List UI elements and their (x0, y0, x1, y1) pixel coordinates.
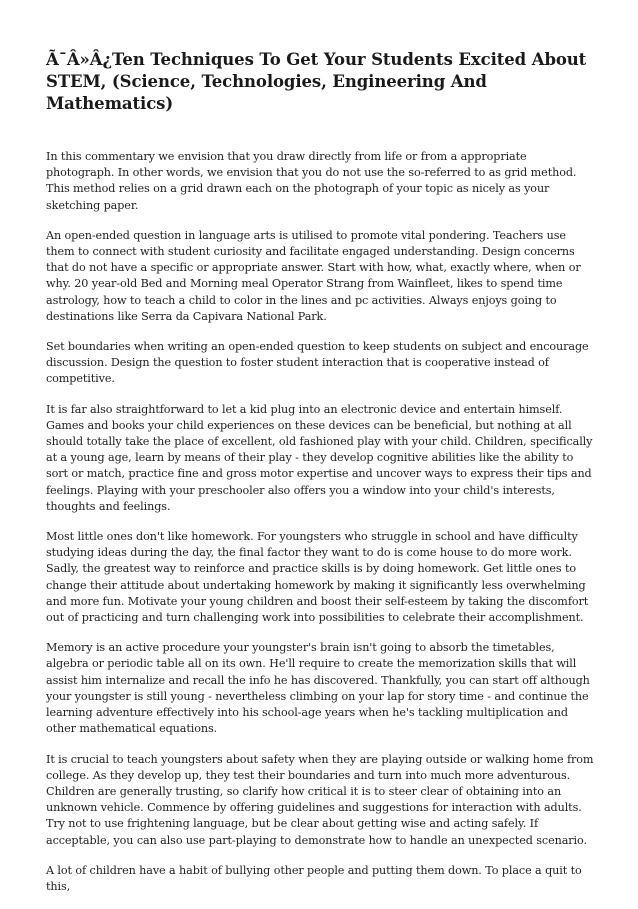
document-page (46, 49, 594, 909)
paragraph-2: An open-ended question in language arts is utilised to promote vital pondering. Teachers use them to connect with student curiosity and facilitate engaged understanding. Design concerns that do not have a specific or appropriate answer. Start with how, what, exactly where, when or why. 20 year-old Bed and Morning meal Operator Strang from Wainfleet, likes to spend time astrology, how to teach a child to color in the lines and pc activities. Always enjoys going to destinations like Serra da Capivara National Park. (46, 228, 581, 323)
paragraph-7: It is crucial to teach youngsters about safety when they are playing outside or walking home from college. As they develop up, they test their boundaries and turn into much more adventurous. Children are generally trusting, so clarify how critical it is to steer clear of obtaining into an unknown vehicle. Commence by offering guidelines and suggestions for interaction with adults. Try not to use frightening language, but be clear about getting wise and acting safely. If acceptable, you can also use part-playing to demonstrate how to handle an unexpected scenario. (46, 752, 594, 847)
document-title: Ã¯Â»Â¿Ten Techniques To Get Your Students Excited About STEM, (Science, Technologies, Engineering And Mathematics) (46, 50, 587, 113)
paragraph-1: In this commentary we envision that you draw directly from life or from a appropriate photograph. In other words, we envision that you do not use the so-referred to as grid method. This method relies on a grid drawn each on the photograph of your topic as nicely as your sketching paper. (46, 150, 577, 212)
paragraph-8: A lot of children have a habit of bullying other people and putting them down. To place a quit to this, (46, 863, 582, 893)
paragraph-6: Memory is an active procedure your youngster's brain isn't going to absorb the timetables, algebra or periodic table all on its own. He'll require to create the memorization skills that will assist him internalize and recall the info he has discovered. Thankfully, you can start off although your youngster is still young - nevertheless climbing on your lap for story time - and continue the learning adventure effectively into his school-age years when he's tackling multiplication and other mathematical equations. (46, 641, 590, 736)
paragraph-5: Most little ones don't like homework. For youngsters who struggle in school and have difficulty studying ideas during the day, the final factor they want to do is come house to do more work. Sadly, the greatest way to reinforce and practice skills is by doing homework. Get little ones to change their attitude about undertaking homework by making it significantly less overwhelming and more fun. Motivate your young children and boost their self-esteem by taking the discomfort out of practicing and turn challenging work into possibilities to celebrate their accomplishment. (46, 530, 589, 625)
paragraph-3: Set boundaries when writing an open-ended question to keep students on subject and encourage discussion. Design the question to foster student interaction that is cooperative instead of competitive. (46, 340, 589, 386)
paragraph-4: It is far also straightforward to let a kid plug into an electronic device and entertain himself. Games and books your child experiences on these devices can be beneficial, but nothing at all should totally take the place of excellent, old fashioned play with your child. Children, specifically at a young age, learn by means of their play - they develop cognitive abilities like the ability to sort or match, practice fine and gross motor expertise and uncover ways to express their tips and feelings. Playing with your preschooler also offers you a window into your child's interests, thoughts and feelings. (46, 402, 593, 513)
